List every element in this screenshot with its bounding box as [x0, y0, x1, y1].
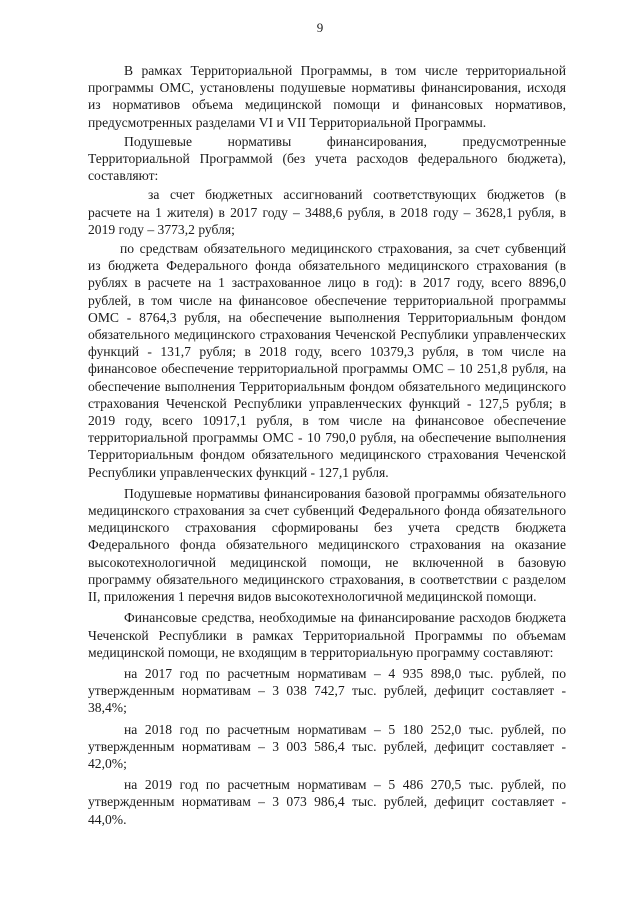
paragraph-per-capita-intro: Подушевые нормативы финансирования, предусмотренные Территориальной Программой (без учета расходов федерального бюджета), составляют:	[88, 133, 566, 184]
paragraph-budget-allocations: за счет бюджетных ассигнований соответствующих бюджетов (в расчете на 1 жителя) в 2017 году – 3488,6 рубля, в 2018 году – 3628,1 рубля, в 2019 году – 3773,2 рубля;	[88, 187, 566, 237]
paragraph-2017-deficit: на 2017 год по расчетным нормативам – 4 935 898,0 тыс. рублей, по утвержденным нормативам – 3 038 742,7 тыс. рублей, дефицит составляет - 38,4%;	[88, 665, 566, 716]
paragraph-financial-means: Финансовые средства, необходимые на финансирование расходов бюджета Чеченской Республики в рамках Территориальной Программы по объемам медицинской помощи, не входящим в территориальную программу составляют:	[88, 610, 566, 660]
paragraph-base-program-norms: Подушевые нормативы финансирования базовой программы обязательного медицинского страхования за счет субвенций Федерального фонда обязательного медицинского страхования сформированы без учета средств бюджета Федерального фонда обязательного медицинского страхования на оказание высокотехнологичной медицинской помощи, не включенной в базовую программу обязательного медицинского страхования, в соответствии с разделом II, приложения 1 перечня видов высокотехнологичной медицинской помощи.	[88, 485, 566, 605]
paragraph-omc-subventions: по средствам обязательного медицинского страхования, за счет субвенций из бюджета Федерального фонда обязательного медицинского страхования (в рублях в расчете на 1 застрахованное лицо в год): в 2017 году, всего 8896,0 рублей, в том числе на финансовое обеспечение территориальной программы ОМС - 8764,3 рубля, на обеспечение выполнения Территориальным фондом обязательного медицинского страхования Чеченской Республики управленческих функций - 131,7 рубля; в 2018 году, всего 10379,3 рубля, в том числе на финансовое обеспечение территориальной программы ОМС – 10 251,8 рубля, на обеспечение выполнения Территориальным фондом обязательного медицинского страхования Чеченской Республики управленческих функций - 127,5 рубля; в 2019 году, всего 10917,1 рубля, в том числе на финансовое обеспечение территориальной программы ОМС - 10 790,0 рубля, на обеспечение выполнения Территориальным фондом обязательного медицинского страхования Чеченской Республики управленческих функций - 127,1 рубля.	[88, 241, 566, 480]
paragraph-omc-norms: В рамках Территориальной Программы, в том числе территориальной программы ОМС, установлены подушевые нормативы финансирования, исходя из нормативов объема медицинской помощи и финансовых нормативов, предусмотренных разделами VI и VII Территориальной Программы.	[88, 63, 566, 130]
paragraph-2018-deficit: на 2018 год по расчетным нормативам – 5 180 252,0 тыс. рублей, по утвержденным нормативам – 3 003 586,4 тыс. рублей, дефицит составляет - 42,0%;	[88, 721, 566, 771]
document-body	[88, 62, 566, 830]
page-number: 9	[316, 20, 324, 35]
paragraph-2019-deficit: на 2019 год по расчетным нормативам – 5 486 270,5 тыс. рублей, по утвержденным нормативам – 3 073 986,4 тыс. рублей, дефицит составляет - 44,0%.	[88, 777, 566, 827]
